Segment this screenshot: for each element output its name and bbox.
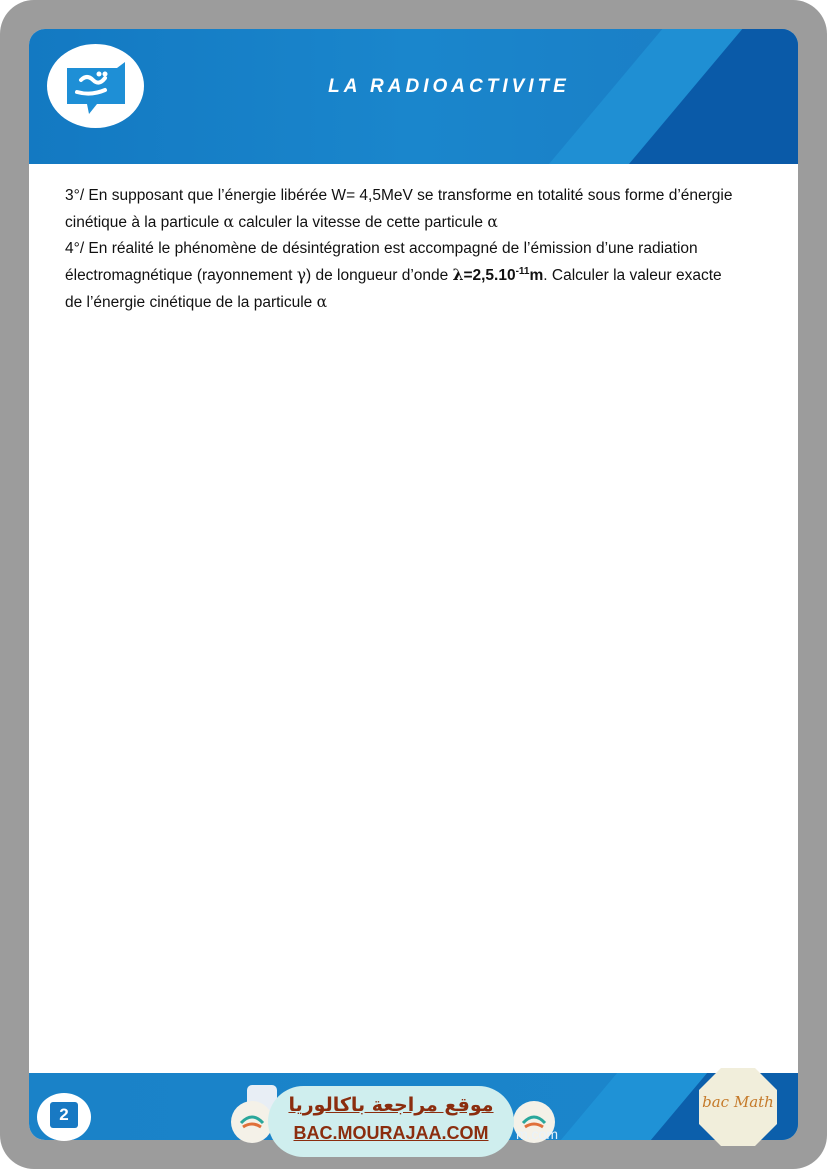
footer-url-fragment: m.com xyxy=(516,1126,558,1142)
question-4 xyxy=(46,236,736,316)
exercise-text xyxy=(46,183,736,316)
site-name-arabic: موقع مراجعة باكالوريا xyxy=(288,1094,494,1116)
question-3-text: 3°/ En supposant que l’énergie libérée W= 4,5MeV se transforme en totalité sous forme d’énergie cinétique à la particule xyxy=(65,187,733,231)
page-header xyxy=(29,29,798,164)
site-logo-icon xyxy=(231,1101,273,1143)
question-4-text: 4°/ En réalité le phénomène de désintégration est accompagné de l’émission d’une radiation électromagnétique (rayonnement xyxy=(65,240,698,284)
page-number-badge xyxy=(37,1093,91,1141)
question-3 xyxy=(46,183,736,236)
chat-book-icon xyxy=(47,44,144,128)
question-4-text-end: . Calculer la valeur exacte de l’énergie cinétique de la particule xyxy=(65,267,722,311)
lambda-symbol: λ xyxy=(452,265,464,284)
page-number: 2 xyxy=(50,1102,78,1128)
bac-math-logo xyxy=(697,1066,779,1148)
alpha-symbol: α xyxy=(316,293,328,311)
question-3-text-end: calculer la vitesse de cette particule xyxy=(234,214,488,231)
wavelength-value: =2,5.10 xyxy=(463,267,516,284)
site-url-link[interactable]: BAC.MOURAJAA.COM xyxy=(293,1123,489,1143)
alpha-symbol: α xyxy=(223,213,235,231)
bac-math-text: bac Math xyxy=(702,1093,774,1111)
question-4-text-mid: ) de longueur d’onde xyxy=(306,267,453,284)
gamma-symbol: γ xyxy=(296,266,307,284)
alpha-symbol: α xyxy=(487,213,498,231)
wavelength-exponent: -11 xyxy=(515,265,530,277)
site-watermark[interactable] xyxy=(268,1086,514,1157)
logo-badge xyxy=(47,44,144,128)
page-title: LA RADIOACTIVITE xyxy=(328,76,570,97)
wavelength-unit: m xyxy=(529,267,544,284)
